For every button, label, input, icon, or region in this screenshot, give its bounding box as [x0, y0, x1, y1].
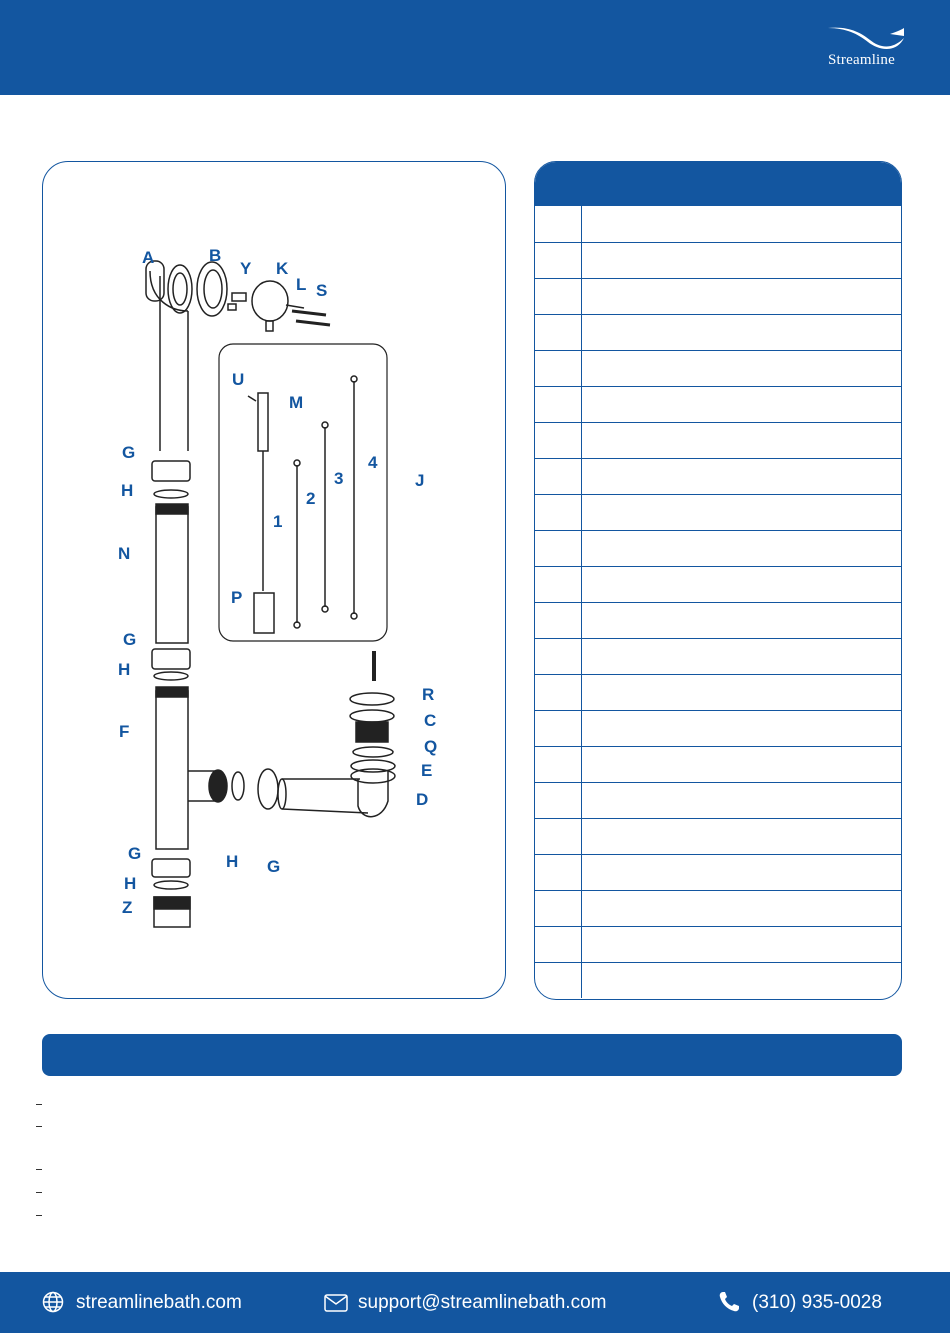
parts-list-table — [534, 161, 902, 1000]
table-row — [535, 530, 901, 566]
brand-logo[interactable] — [826, 24, 906, 74]
part-label-j: J — [414, 470, 424, 490]
envelope-icon — [324, 1291, 348, 1315]
part-label-g: G — [121, 442, 135, 462]
part-description-cell — [582, 639, 901, 674]
part-description-cell — [582, 279, 901, 314]
part-key-cell — [535, 963, 582, 998]
phone-link[interactable]: (310) 935-0028 — [752, 1291, 882, 1313]
part-description-cell — [582, 567, 901, 602]
phone-contact[interactable] — [718, 1272, 882, 1333]
part-label-h: H — [123, 873, 136, 893]
part-key-cell — [535, 495, 582, 530]
table-row — [535, 962, 901, 998]
notes-header-bar — [42, 1034, 902, 1076]
note-bullet — [36, 1169, 42, 1170]
part-description-cell — [582, 783, 901, 818]
part-label-h: H — [117, 659, 130, 679]
part-key-cell — [535, 243, 582, 278]
drain-assembly-diagram — [42, 161, 506, 999]
part-label-r: R — [421, 684, 434, 704]
part-key-cell — [535, 819, 582, 854]
part-label-2: 2 — [305, 488, 315, 508]
table-row — [535, 638, 901, 674]
part-key-cell — [535, 387, 582, 422]
part-key-cell — [535, 279, 582, 314]
part-label-h: H — [225, 851, 238, 871]
part-description-cell — [582, 423, 901, 458]
table-row — [535, 674, 901, 710]
email-contact[interactable] — [324, 1272, 606, 1333]
part-label-d: D — [415, 789, 428, 809]
part-label-e: E — [420, 760, 432, 780]
email-link[interactable]: support@streamlinebath.com — [358, 1291, 607, 1313]
part-description-cell — [582, 675, 901, 710]
part-label-p: P — [230, 587, 242, 607]
part-label-l: L — [295, 274, 306, 294]
part-label-u: U — [231, 369, 244, 389]
part-description-cell — [582, 927, 901, 962]
table-row — [535, 494, 901, 530]
table-row — [535, 890, 901, 926]
part-label-y: Y — [239, 258, 251, 278]
part-label-a: A — [141, 247, 154, 267]
part-description-cell — [582, 819, 901, 854]
table-row — [535, 314, 901, 350]
part-label-1: 1 — [272, 511, 282, 531]
part-label-z: Z — [121, 897, 132, 917]
table-row — [535, 746, 901, 782]
website-contact[interactable] — [42, 1272, 242, 1333]
part-key-cell — [535, 567, 582, 602]
table-row — [535, 566, 901, 602]
part-key-cell — [535, 351, 582, 386]
part-description-cell — [582, 747, 901, 782]
table-row — [535, 422, 901, 458]
table-row — [535, 926, 901, 962]
part-label-c: C — [423, 710, 436, 730]
part-key-cell — [535, 315, 582, 350]
part-description-cell — [582, 603, 901, 638]
part-description-cell — [582, 206, 901, 242]
table-row — [535, 710, 901, 746]
part-description-cell — [582, 531, 901, 566]
part-description-cell — [582, 351, 901, 386]
part-description-cell — [582, 963, 901, 998]
exploded-diagram-panel — [42, 161, 506, 999]
table-row — [535, 854, 901, 890]
part-description-cell — [582, 459, 901, 494]
table-row — [535, 242, 901, 278]
part-label-q: Q — [423, 736, 437, 756]
part-key-cell — [535, 855, 582, 890]
note-bullet — [36, 1192, 42, 1193]
part-label-4: 4 — [367, 452, 377, 472]
streamline-wave-logo-icon — [826, 24, 906, 54]
part-key-cell — [535, 603, 582, 638]
note-bullet — [36, 1215, 42, 1216]
part-label-g: G — [127, 843, 141, 863]
part-key-cell — [535, 891, 582, 926]
part-key-cell — [535, 747, 582, 782]
brand-name: Streamline — [828, 52, 895, 68]
part-key-cell — [535, 459, 582, 494]
note-bullet — [36, 1126, 42, 1127]
part-key-cell — [535, 675, 582, 710]
part-description-cell — [582, 315, 901, 350]
part-label-k: K — [275, 258, 288, 278]
globe-icon — [42, 1291, 66, 1315]
part-description-cell — [582, 243, 901, 278]
header-banner — [0, 0, 950, 95]
table-row — [535, 206, 901, 242]
part-label-h: H — [120, 480, 133, 500]
note-bullet — [36, 1104, 42, 1105]
part-key-cell — [535, 783, 582, 818]
part-label-g: G — [122, 629, 136, 649]
table-row — [535, 386, 901, 422]
part-description-cell — [582, 387, 901, 422]
parts-table-body — [535, 206, 901, 998]
phone-icon — [718, 1291, 742, 1315]
part-label-b: B — [208, 245, 221, 265]
table-row — [535, 602, 901, 638]
part-label-f: F — [118, 721, 129, 741]
website-link[interactable]: streamlinebath.com — [76, 1291, 242, 1313]
part-key-cell — [535, 639, 582, 674]
footer-contact-bar — [0, 1272, 950, 1333]
part-label-3: 3 — [333, 468, 343, 488]
table-row — [535, 350, 901, 386]
part-label-s: S — [315, 280, 327, 300]
table-row — [535, 818, 901, 854]
part-key-cell — [535, 423, 582, 458]
table-row — [535, 458, 901, 494]
table-row — [535, 782, 901, 818]
part-description-cell — [582, 495, 901, 530]
part-key-cell — [535, 927, 582, 962]
table-row — [535, 278, 901, 314]
part-key-cell — [535, 206, 582, 242]
part-label-n: N — [117, 543, 130, 563]
part-description-cell — [582, 891, 901, 926]
part-key-cell — [535, 711, 582, 746]
part-label-g: G — [266, 856, 280, 876]
part-key-cell — [535, 531, 582, 566]
part-description-cell — [582, 711, 901, 746]
part-description-cell — [582, 855, 901, 890]
parts-table-header — [535, 162, 901, 206]
part-label-m: M — [288, 392, 303, 412]
